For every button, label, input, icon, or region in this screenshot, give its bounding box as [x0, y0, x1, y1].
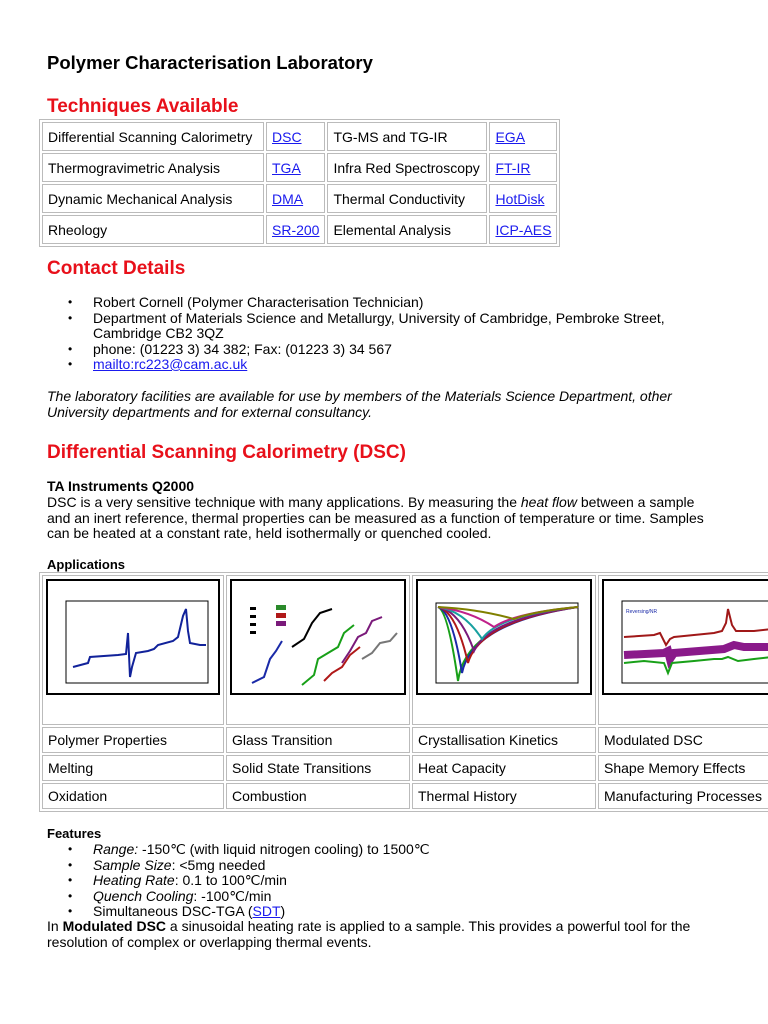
list-item: • Heating Rate: 0.1 to 100℃/min	[47, 873, 768, 889]
technique-name: Thermogravimetric Analysis	[42, 153, 264, 182]
technique-link-sr200[interactable]: SR-200	[272, 221, 320, 238]
technique-name: Dynamic Mechanical Analysis	[42, 184, 264, 213]
mdsc-paragraph: In Modulated DSC a sinusoidal heating rate is applied to a sample. This provides a powerful tool for the resolution of complex or overlapping thermal events.	[47, 918, 691, 950]
plot-modulated-dsc	[602, 579, 768, 695]
dsc-heading: Differential Scanning Calorimetry (DSC)	[47, 442, 406, 463]
email-link[interactable]: mailto:rc223@cam.ac.uk	[93, 356, 248, 372]
techniques-table	[39, 119, 560, 247]
technique-name: Thermal Conductivity	[327, 184, 487, 213]
technique-name: Infra Red Spectroscopy	[327, 153, 487, 182]
table-row	[42, 215, 557, 244]
application-cell: Combustion	[226, 783, 410, 809]
facilities-note: The laboratory facilities are available for use by members of the Materials Science Department, other University departments and for external consultancy.	[47, 388, 672, 420]
list-item: • Sample Size: <5mg needed	[47, 858, 768, 874]
technique-link-icpaes[interactable]: ICP-AES	[495, 221, 552, 238]
application-cell: Melting	[42, 755, 224, 781]
application-cell: Thermal History	[412, 783, 596, 809]
plot-crystallisation-kinetics	[416, 579, 592, 695]
applications-table	[39, 572, 768, 812]
application-cell: Manufacturing Processes	[598, 783, 768, 809]
techniques-heading: Techniques Available	[47, 96, 239, 117]
technique-name: Elemental Analysis	[327, 215, 487, 244]
technique-name: TG-MS and TG-IR	[327, 122, 487, 151]
table-row	[42, 153, 557, 182]
table-row	[42, 755, 768, 781]
features-label: Features	[47, 826, 102, 841]
list-item: • Range: -150℃ (with liquid nitrogen cooling) to 1500℃	[47, 842, 768, 858]
list-item	[47, 357, 768, 373]
table-row	[42, 184, 557, 213]
applications-label: Applications	[47, 557, 126, 572]
features-list	[47, 842, 768, 920]
list-item: • phone: (01223 3) 34 382; Fax: (01223 3) 34 567	[47, 342, 768, 358]
list-item: • Robert Cornell (Polymer Characterisation Technician)	[47, 295, 768, 311]
plot-glass-transition	[230, 579, 406, 695]
application-cell: Glass Transition	[226, 727, 410, 753]
application-cell: Shape Memory Effects	[598, 755, 768, 781]
technique-link-tga[interactable]: TGA	[272, 159, 301, 176]
list-item: • Quench Cooling: -100℃/min	[47, 889, 768, 905]
list-item: • Department of Materials Science and Metallurgy, University of Cambridge, Pembroke Street, Cambridge CB2 3QZ	[47, 311, 768, 342]
table-row	[42, 727, 768, 753]
application-cell: Polymer Properties	[42, 727, 224, 753]
technique-link-ftir[interactable]: FT-IR	[495, 159, 531, 176]
table-row	[42, 122, 557, 151]
application-cell: Solid State Transitions	[226, 755, 410, 781]
technique-link-ega[interactable]: EGA	[495, 128, 526, 145]
application-cell: Heat Capacity	[412, 755, 596, 781]
instrument-name: TA Instruments Q2000	[47, 478, 195, 494]
plot-polymer-properties	[46, 579, 220, 695]
sdt-link[interactable]: SDT	[252, 903, 281, 919]
technique-link-hotdisk[interactable]: HotDisk	[495, 190, 545, 207]
technique-link-dsc[interactable]: DSC	[272, 128, 302, 145]
contact-list	[47, 295, 768, 373]
technique-link-dma[interactable]: DMA	[272, 190, 304, 207]
plot-row	[42, 575, 768, 725]
plot-legend-label: Reversing/NR	[626, 609, 658, 615]
dsc-intro: DSC is a very sensitive technique with many applications. By measuring the heat flow between a sample and an inert reference, thermal properties can be measured as a function of temperature or time. Samples can be heated at a constant rate, held isothermally or quenched cooled.	[47, 494, 704, 541]
page-title: Polymer Characterisation Laboratory	[47, 52, 373, 73]
technique-name: Differential Scanning Calorimetry	[42, 122, 264, 151]
list-item: • Simultaneous DSC-TGA (SDT)	[47, 904, 768, 920]
contact-heading: Contact Details	[47, 258, 186, 279]
technique-name: Rheology	[42, 215, 264, 244]
application-cell: Modulated DSC	[598, 727, 768, 753]
application-cell: Oxidation	[42, 783, 224, 809]
application-cell: Crystallisation Kinetics	[412, 727, 596, 753]
table-row	[42, 783, 768, 809]
